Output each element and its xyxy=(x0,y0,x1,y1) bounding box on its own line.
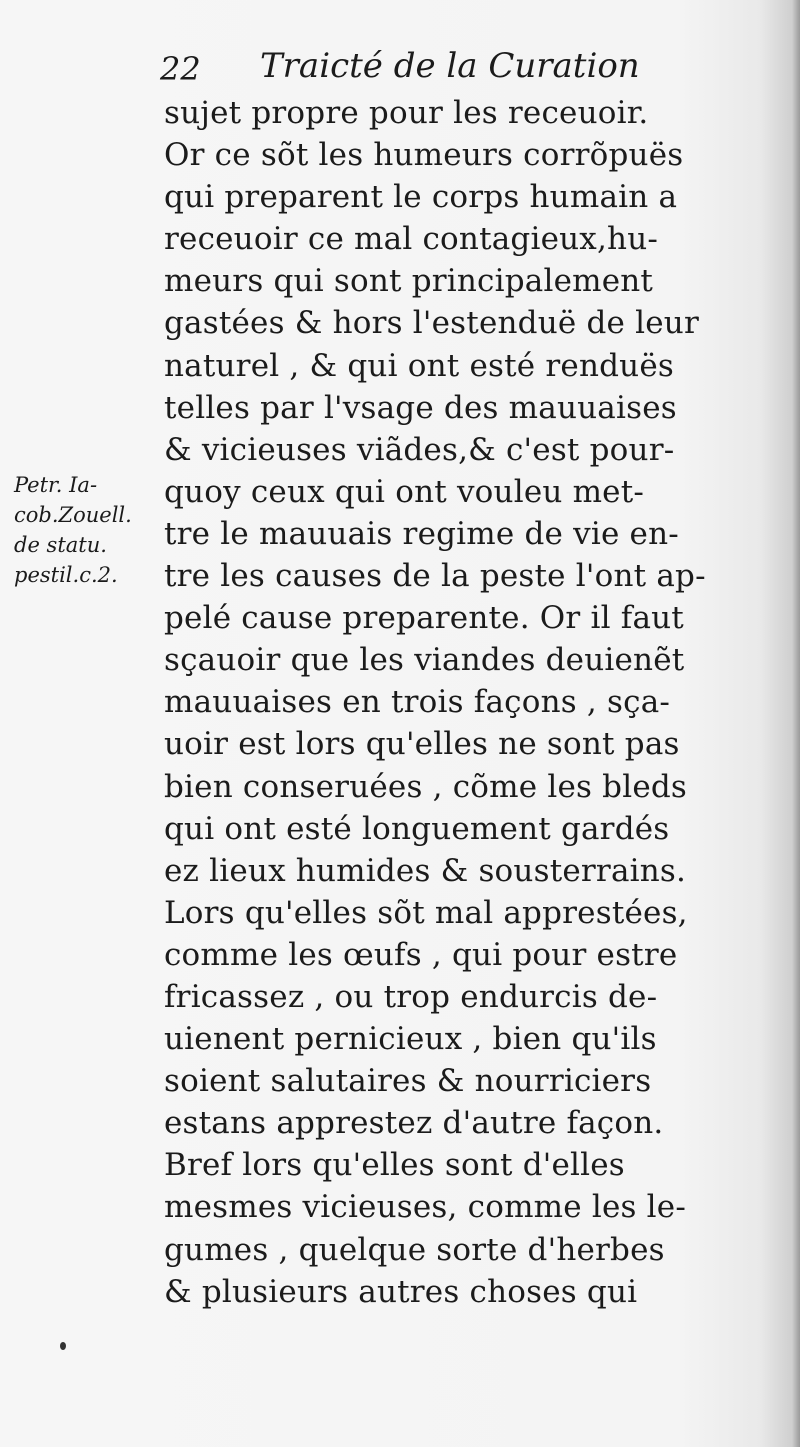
text-line: Bref lors qu'elles sont d'elles xyxy=(164,1147,625,1184)
text-line: quoy ceux qui ont vouleu met- xyxy=(164,473,645,510)
text-line: mauuaises en trois façons , sça- xyxy=(164,684,671,721)
page-header xyxy=(160,42,760,92)
text-line: gastées & hors l'estenduë de leur xyxy=(164,305,699,342)
text-line: soient salutaires & nourriciers xyxy=(164,1063,652,1100)
page-number: 22 xyxy=(160,50,201,88)
text-line: uienent pernicieux , bien qu'ils xyxy=(164,1021,657,1058)
text-line: receuoir ce mal contagieux,hu- xyxy=(164,221,659,258)
margin-note-line: cob.Zouell. xyxy=(14,503,132,527)
margin-note-line: pestil.c.2. xyxy=(14,563,118,587)
text-line: tre les causes de la peste l'ont ap- xyxy=(164,558,706,595)
text-line: tre le mauuais regime de vie en- xyxy=(164,515,679,552)
text-line: ez lieux humides & sousterrains. xyxy=(164,852,687,889)
text-line: qui preparent le corps humain a xyxy=(164,179,678,216)
text-line: gumes , quelque sorte d'herbes xyxy=(164,1231,665,1268)
text-line: & vicieuses viãdes,& c'est pour- xyxy=(164,431,675,468)
margin-note xyxy=(14,470,154,590)
text-line: meurs qui sont principalement xyxy=(164,263,654,300)
text-line: Lors qu'elles sõt mal apprestées, xyxy=(164,894,688,931)
text-line: naturel , & qui ont esté renduës xyxy=(164,347,674,384)
text-line: Or ce sõt les humeurs corrõpuës xyxy=(164,137,684,174)
text-line: uoir est lors qu'elles ne sont pas xyxy=(164,726,680,763)
text-line: & plusieurs autres choses qui xyxy=(164,1273,638,1310)
margin-note-line: Petr. Ia- xyxy=(14,473,98,497)
text-line: estans apprestez d'autre façon. xyxy=(164,1105,664,1142)
text-line: mesmes vicieuses, comme les le- xyxy=(164,1189,687,1226)
text-line: qui ont esté longuement gardés xyxy=(164,810,670,847)
margin-note-line: de statu. xyxy=(14,533,107,557)
text-line: sçauoir que les viandes deuienẽt xyxy=(164,642,685,679)
body-text xyxy=(164,92,764,1313)
text-line: fricassez , ou trop endurcis de- xyxy=(164,978,658,1015)
text-line: telles par l'vsage des mauuaises xyxy=(164,389,677,426)
ink-speck xyxy=(60,1342,66,1350)
text-line: bien conseruées , cõme les bleds xyxy=(164,768,688,805)
text-line: pelé cause preparente. Or il faut xyxy=(164,600,684,637)
text-line: sujet propre pour les receuoir. xyxy=(164,95,649,131)
text-line: comme les œufs , qui pour estre xyxy=(164,936,678,973)
running-title: Traicté de la Curation xyxy=(260,46,640,86)
